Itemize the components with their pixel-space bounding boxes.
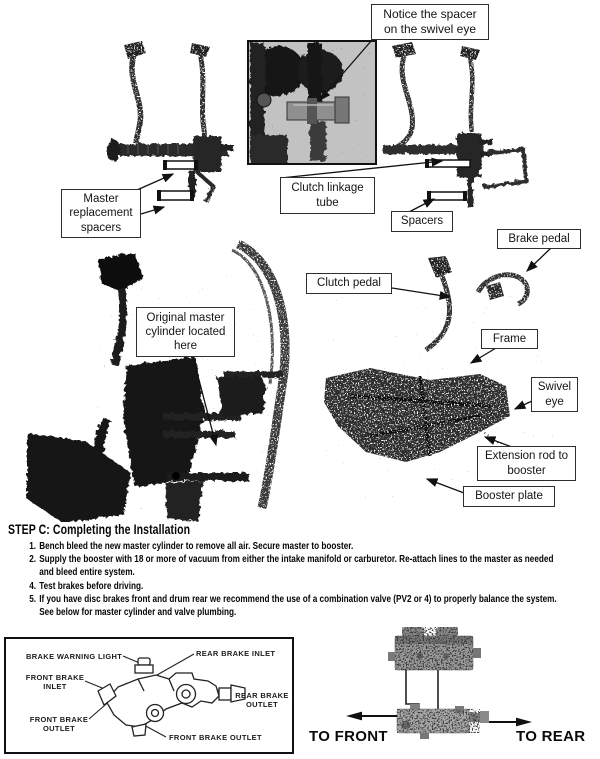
master-cylinder-photo: [388, 627, 481, 670]
inset-photo-frame: [247, 40, 377, 165]
callout-brake-pedal: Brake pedal: [497, 229, 581, 249]
master-cylinder-body: [216, 372, 266, 416]
step-item-2: [25, 553, 566, 579]
callout-clutch-linkage-tube: Clutch linkage tube: [280, 177, 375, 214]
step-item-text: If you have disc brakes front and drum rear we recommend the use of a combination valve (PV2 or 4) to properly balance the system. See below for master cylinder and valve plumbing.: [39, 592, 557, 619]
master-pushrod-lower: [162, 430, 234, 437]
callout-extension-rod: Extension rod to booster: [477, 446, 576, 481]
callout-spacers: Spacers: [391, 211, 453, 232]
step-item-text: Test brakes before driving.: [39, 579, 144, 592]
to-front-label: TO FRONT: [309, 728, 388, 745]
callout-clutch-pedal: Clutch pedal: [306, 273, 392, 294]
to-front-arrow: [346, 712, 397, 721]
right-pedal-arm: [470, 58, 472, 132]
to-rear-arrow: [489, 718, 532, 727]
step-c-section: [8, 522, 566, 619]
label-front-brake-outlet-left: FRONT BRAKE OUTLET: [29, 715, 89, 733]
clutch-pedal-pad: [428, 256, 452, 278]
callout-booster-plate: Booster plate: [463, 486, 555, 507]
combination-valve-photo: [397, 704, 489, 739]
label-rear-brake-outlet: REAR BRAKE OUTLET: [235, 691, 289, 709]
leader-rear-brake-inlet: [157, 654, 194, 675]
step-item-4: [25, 580, 566, 593]
photo-pedal-assembly-angle-view: [382, 40, 532, 218]
label-brake-warning-light: BRAKE WARNING LIGHT: [26, 652, 123, 661]
step-item-number: 4.: [29, 579, 37, 592]
step-item-5: [25, 593, 566, 619]
callout-swivel-eye: Swivel eye: [531, 377, 578, 412]
callout-notice-spacer: Notice the spacer on the swivel eye: [371, 4, 489, 40]
photo-swivel-eye-closeup: [249, 42, 375, 163]
spacer-rods: [425, 159, 470, 201]
label-front-brake-inlet: FRONT BRAKE INLET: [25, 673, 85, 691]
extension-rod-bent: [482, 148, 525, 186]
combination-valve-diagram-box: [4, 637, 294, 754]
right-pedal-pad: [460, 46, 480, 60]
step-item-1: [25, 540, 566, 553]
step-c-heading: STEP C: Completing the Installation: [8, 522, 191, 537]
left-pedal-arm: [386, 56, 413, 152]
step-item-text: Supply the booster with 18 or more of vacuum from either the intake manifold or carburetor. Re-attach lines to the master as needed and bleed entire system.: [39, 553, 554, 579]
right-pedal-arm: [200, 53, 204, 145]
photo-under-dash-original-master: [26, 236, 300, 522]
step-item-number: 1.: [29, 540, 37, 552]
step-item-text: Bench bleed the new master cylinder to remove all air. Secure master to booster.: [39, 540, 354, 552]
label-rear-brake-inlet: REAR BRAKE INLET: [196, 649, 276, 658]
callout-master-replacement-spacers: Master replacement spacers: [61, 189, 141, 238]
valve-body: [98, 658, 245, 736]
left-pedal-pad: [392, 42, 416, 58]
label-front-brake-outlet-bottom: FRONT BRAKE OUTLET: [169, 733, 262, 742]
brake-lines: [406, 670, 438, 709]
callout-frame: Frame: [481, 329, 538, 349]
step-item-number: 2.: [29, 553, 37, 566]
callout-original-master: Original master cylinder located here: [136, 307, 235, 357]
step-item-number: 5.: [29, 592, 37, 605]
to-rear-label: TO REAR: [516, 728, 586, 745]
left-pedal-arm: [132, 55, 141, 143]
